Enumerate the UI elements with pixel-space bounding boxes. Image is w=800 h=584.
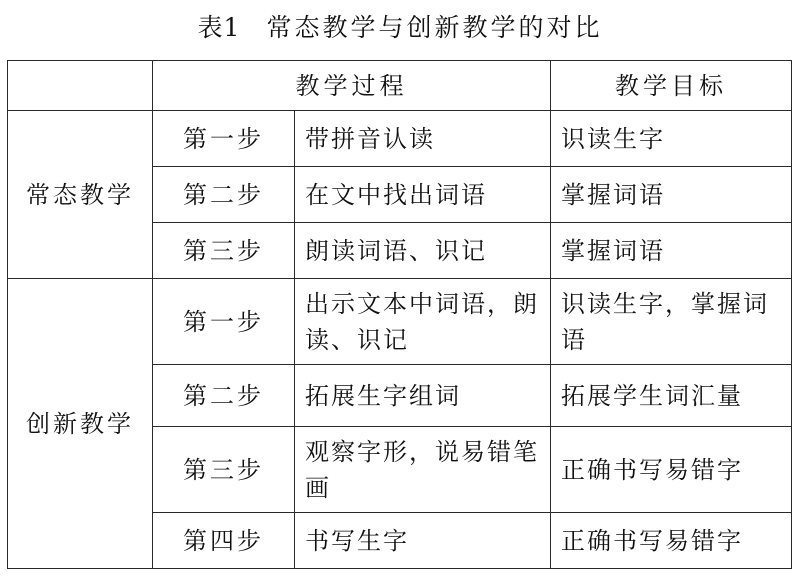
step-cell: 第一步 xyxy=(153,111,295,167)
process-cell: 在文中找出词语 xyxy=(295,167,551,223)
step-cell: 第二步 xyxy=(153,365,295,427)
process-cell: 观察字形，说易错笔画 xyxy=(295,427,551,513)
header-process: 教学过程 xyxy=(153,61,551,111)
goal-cell: 正确书写易错字 xyxy=(551,513,792,569)
table-caption xyxy=(0,8,800,44)
step-cell: 第三步 xyxy=(153,427,295,513)
goal-cell: 正确书写易错字 xyxy=(551,427,792,513)
process-cell: 带拼音认读 xyxy=(295,111,551,167)
table-header-row xyxy=(8,61,792,111)
header-corner-cell xyxy=(8,61,153,111)
goal-cell: 识读生字，掌握词语 xyxy=(551,279,792,365)
goal-cell: 掌握词语 xyxy=(551,167,792,223)
process-cell: 拓展生字组词 xyxy=(295,365,551,427)
table-row xyxy=(8,111,792,167)
goal-cell: 掌握词语 xyxy=(551,223,792,279)
table-row xyxy=(8,279,792,365)
process-cell: 书写生字 xyxy=(295,513,551,569)
table-title: 常态教学与创新教学的对比 xyxy=(266,13,603,42)
goal-cell: 拓展学生词汇量 xyxy=(551,365,792,427)
table-number: 表1 xyxy=(197,13,241,42)
header-goal: 教学目标 xyxy=(551,61,792,111)
group-label: 常态教学 xyxy=(8,111,153,279)
group-label: 创新教学 xyxy=(8,279,153,569)
step-cell: 第一步 xyxy=(153,279,295,365)
process-cell: 出示文本中词语，朗读、识记 xyxy=(295,279,551,365)
goal-cell: 识读生字 xyxy=(551,111,792,167)
step-cell: 第二步 xyxy=(153,167,295,223)
process-cell: 朗读词语、识记 xyxy=(295,223,551,279)
step-cell: 第三步 xyxy=(153,223,295,279)
comparison-table xyxy=(7,60,792,569)
step-cell: 第四步 xyxy=(153,513,295,569)
